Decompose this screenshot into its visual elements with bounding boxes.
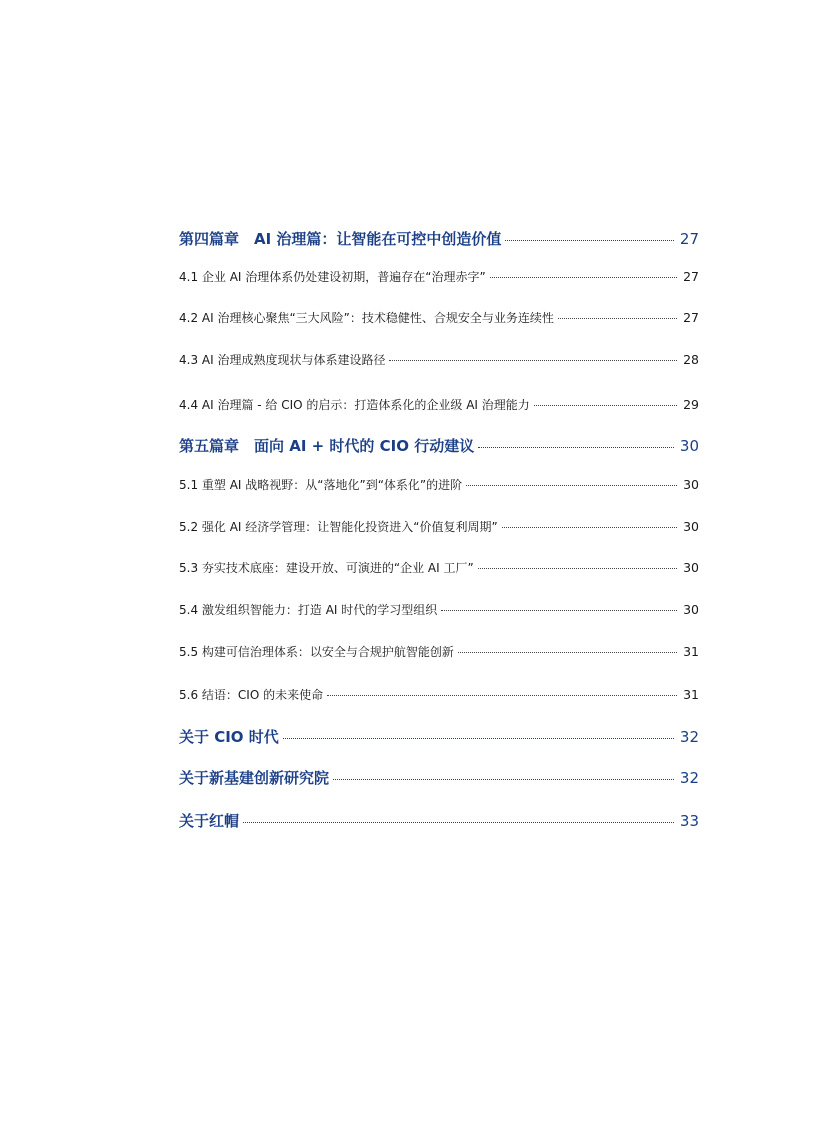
toc-entry-title: 5.5 构建可信治理体系：以安全与合规护航智能创新 xyxy=(179,645,454,659)
toc-entry-title: 关于新基建创新研究院 xyxy=(179,769,330,787)
dot-leader xyxy=(458,652,677,653)
toc-page-number: 28 xyxy=(683,352,699,367)
toc-page-number: 29 xyxy=(683,397,699,412)
toc-page-number: 30 xyxy=(683,519,699,534)
dot-leader xyxy=(466,485,677,486)
toc-entry-title: 5.3 夯实技术底座：建设开放、可演进的“企业 AI 工厂” xyxy=(179,561,474,575)
toc-section-5-2[interactable] xyxy=(179,518,699,535)
toc-entry-title: 5.4 激发组织智能力：打造 AI 时代的学习型组织 xyxy=(179,603,438,617)
toc-page-number: 27 xyxy=(683,269,699,284)
toc-page-number: 27 xyxy=(679,230,699,248)
toc-section-4-4[interactable] xyxy=(179,396,699,413)
toc-page-number: 33 xyxy=(679,812,699,830)
toc-chapter-5[interactable] xyxy=(179,435,699,456)
toc-page-number: 30 xyxy=(683,560,699,575)
dot-leader xyxy=(490,277,677,278)
dot-leader xyxy=(502,527,677,528)
toc-entry-title: 4.1 企业 AI 治理体系仍处建设初期，普遍存在“治理赤字” xyxy=(179,270,486,284)
toc-entry-title: 5.6 结语：CIO 的未来使命 xyxy=(179,688,324,702)
toc-entry-title: 关于红帽 xyxy=(179,812,240,830)
dot-leader xyxy=(478,568,677,569)
toc-entry-title: 5.1 重塑 AI 战略视野：从“落地化”到“体系化”的进阶 xyxy=(179,478,463,492)
toc-entry-title: 第五篇章 面向 AI + 时代的 CIO 行动建议 xyxy=(179,437,475,455)
toc-about-cio-era[interactable] xyxy=(179,726,699,747)
dot-leader xyxy=(505,240,673,241)
dot-leader xyxy=(243,822,674,823)
toc-page-number: 27 xyxy=(683,310,699,325)
toc-section-4-2[interactable] xyxy=(179,309,699,326)
toc-section-5-1[interactable] xyxy=(179,476,699,493)
toc-section-5-4[interactable] xyxy=(179,601,699,618)
toc-entry-title: 关于 CIO 时代 xyxy=(179,728,279,746)
toc-entry-title: 5.2 强化 AI 经济学管理：让智能化投资进入“价值复利周期” xyxy=(179,520,498,534)
toc-section-4-1[interactable] xyxy=(179,268,699,285)
dot-leader xyxy=(327,695,677,696)
toc-about-red-hat[interactable] xyxy=(179,810,699,831)
toc-page-number: 32 xyxy=(679,728,699,746)
toc-page-number: 32 xyxy=(679,769,699,787)
dot-leader xyxy=(478,447,674,448)
toc-page-number: 31 xyxy=(683,644,699,659)
toc-page-number: 30 xyxy=(679,437,699,455)
dot-leader xyxy=(534,405,677,406)
toc-chapter-4[interactable] xyxy=(179,228,699,249)
toc-page-number: 30 xyxy=(683,602,699,617)
dot-leader xyxy=(283,738,674,739)
toc-section-5-3[interactable] xyxy=(179,559,699,576)
toc-entry-title: 4.4 AI 治理篇 - 给 CIO 的启示：打造体系化的企业级 AI 治理能力 xyxy=(179,398,530,412)
toc-section-5-6[interactable] xyxy=(179,686,699,703)
toc-section-4-3[interactable] xyxy=(179,351,699,368)
dot-leader xyxy=(333,779,674,780)
dot-leader xyxy=(441,610,677,611)
toc-entry-title: 4.2 AI 治理核心聚焦“三大风险”：技术稳健性、合规安全与业务连续性 xyxy=(179,311,554,325)
toc-page-number: 31 xyxy=(683,687,699,702)
toc-page-number: 30 xyxy=(683,477,699,492)
toc-entry-title: 4.3 AI 治理成熟度现状与体系建设路径 xyxy=(179,353,386,367)
dot-leader xyxy=(389,360,677,361)
toc-section-5-5[interactable] xyxy=(179,643,699,660)
dot-leader xyxy=(558,318,677,319)
toc-entry-title: 第四篇章 AI 治理篇：让智能在可控中创造价值 xyxy=(179,230,502,248)
toc-about-institute[interactable] xyxy=(179,767,699,788)
